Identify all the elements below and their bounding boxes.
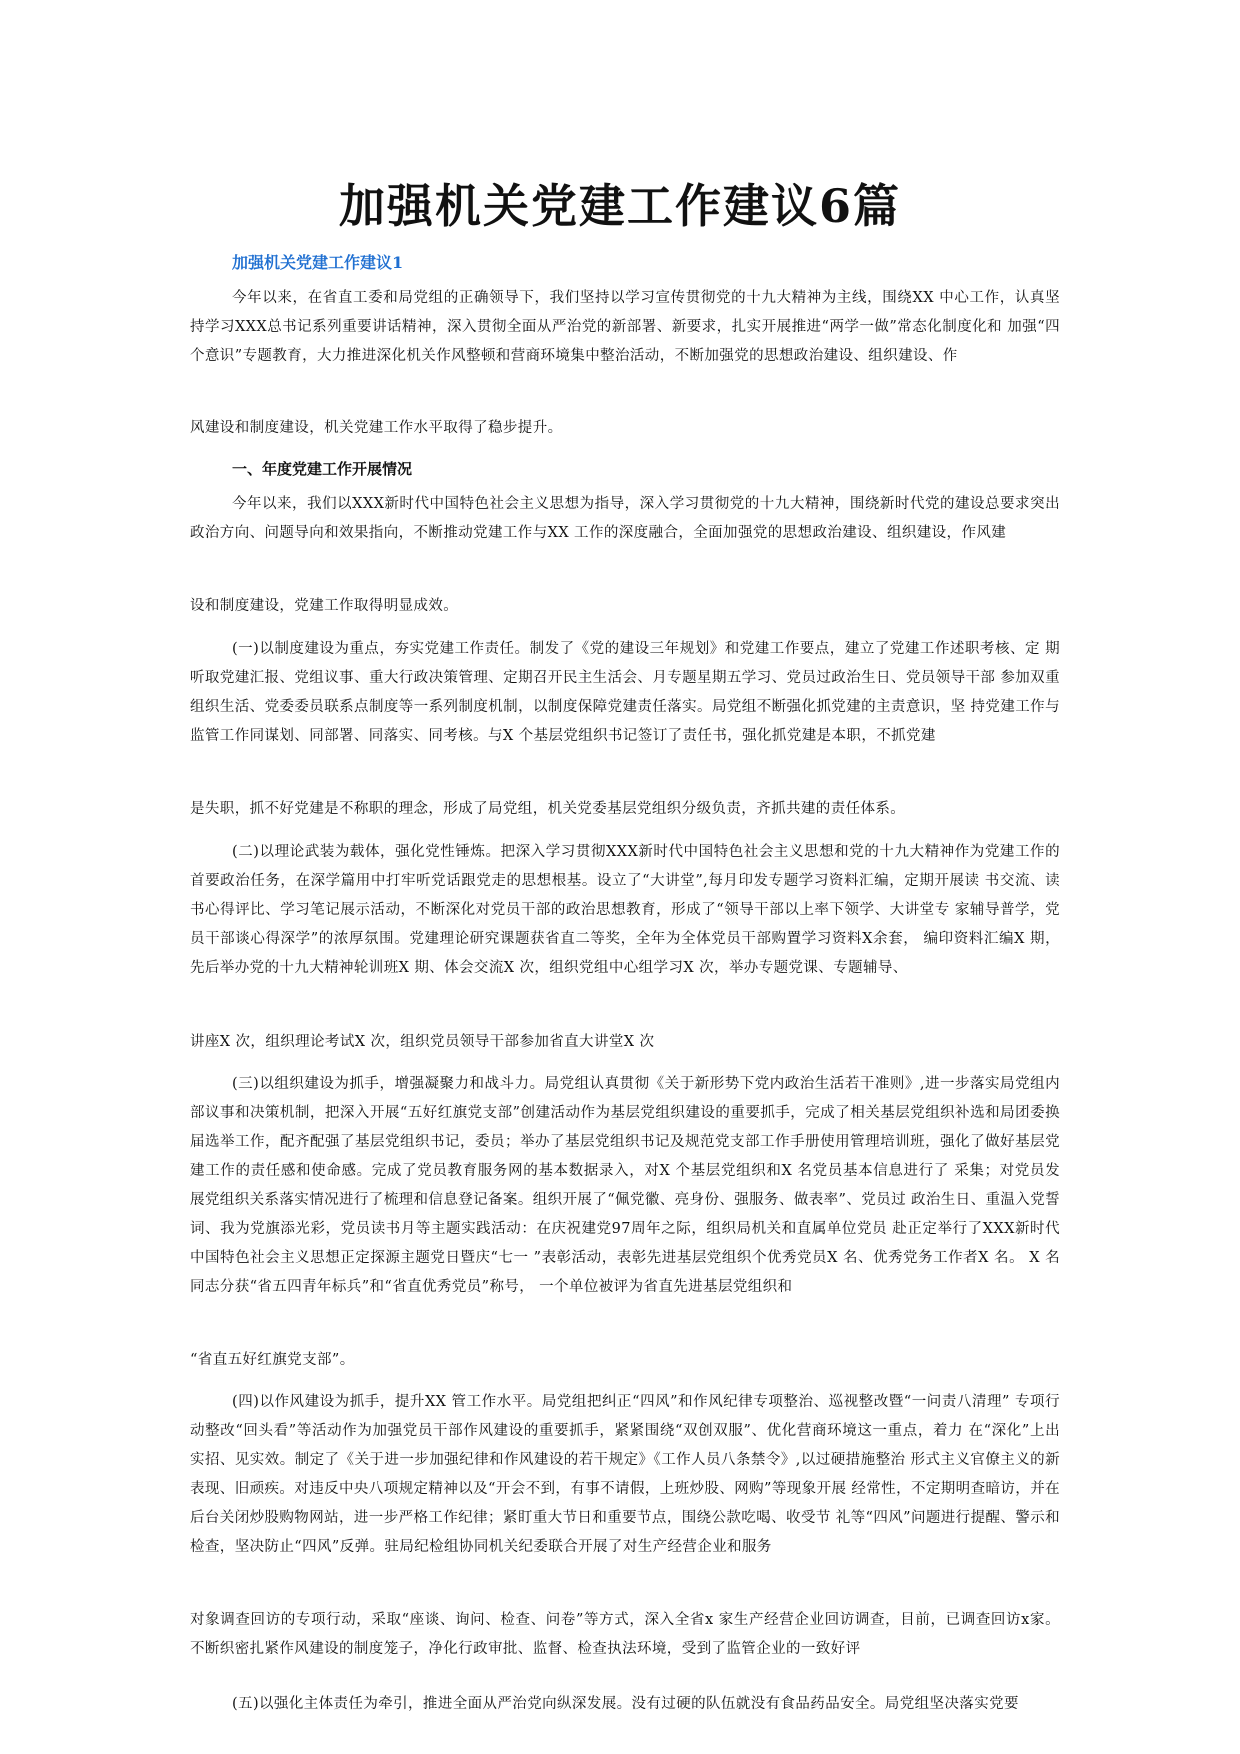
paragraph-intro-continued: 风建设和制度建设，机关党建工作水平取得了稳步提升。 — [190, 420, 563, 436]
paragraph-organization-building-continued: “省直五好红旗党支部”。 — [190, 1352, 355, 1368]
document-title: 加强机关党建工作建议6篇 — [338, 179, 901, 233]
paragraph-institution-building: (一)以制度建设为重点，夯实党建工作责任。制发了《党的建设三年规划》和党建工作要点，建立了党建工作述职考核、定 期听取党建汇报、党组议事、重大行政决策管理、定期召开民主生活会、月专题星期五学习、党员过政治生日、党员领导干部 参加双重组织生活、党委委员联系点制度等一系列制度机制，以制度保障党建责任落实。局党组不断强化抓党建的主责意识，坚 持党建工作与监管工作同谋划、同部署、同落实、同考核。与X 个基层党组织书记签订了责任书，强化抓党建是本职，不抓党建 — [190, 641, 1060, 744]
paragraph-main-responsibility: (五)以强化主体责任为牵引，推进全面从严治党向纵深发展。没有过硬的队伍就没有食品药品安全。局党组坚决落实党要 — [232, 1696, 1019, 1712]
section-title: 加强机关党建工作建议1 — [232, 253, 404, 272]
paragraph-theory-study: (二)以理论武装为载体，强化党性锤炼。把深入学习贯彻XXX新时代中国特色社会主义思想和党的十九大精神作为党建工作的首要政治任务，在深学篇用中打牢听党话跟党走的思想根基。设立了“大讲堂”,每月印发专题学习资料汇编，定期开展读 书交流、读书心得评比、学习笔记展示活动，不断深化对党员干部的政治思想教育，形成了“领导干部以上率下领学、大讲堂专 家辅导普学，党员干部谈心得深学”的浓厚氛围。党建理论研究课题获省直二等奖，全年为全体党员干部购置学习资料X余套， 编印资料汇编X 期，先后举办党的十九大精神轮训班X 期、体会交流X 次，组织党组中心组学习X 次，举办专题党课、专题辅导、 — [190, 844, 1060, 976]
paragraph-theory-study-continued: 讲座X 次，组织理论考试X 次，组织党员领导干部参加省直大讲堂X 次 — [190, 1034, 655, 1050]
paragraph-overview: 今年以来，我们以XXX新时代中国特色社会主义思想为指导，深入学习贯彻党的十九大精神，围绕新时代党的建设总要求突出政治方向、问题导向和效果指向，不断推动党建工作与XX 工作的深度融合，全面加强党的思想政治建设、组织建设，作风建 — [190, 496, 1060, 541]
paragraph-work-style-continued: 对象调查回访的专项行动，采取“座谈、询问、检查、问卷”等方式，深入全省x 家生产经营企业回访调查，目前，已调查回访x家。不断织密扎紧作风建设的制度笼子，净化行政审批、监督、检查执法环境，受到了监管企业的一致好评 — [190, 1612, 1060, 1657]
paragraph-overview-continued: 设和制度建设，党建工作取得明显成效。 — [190, 598, 459, 614]
paragraph-organization-building: (三)以组织建设为抓手，增强凝聚力和战斗力。局党组认真贯彻《关于新形势下党内政治生活若干准则》,进一步落实局党组内部议事和决策机制，把深入开展“五好红旗党支部”创建活动作为基层党组织建设的重要抓手，完成了相关基层党组织补选和局团委换届选举工作，配齐配强了基层党组织书记，委员；举办了基层党组织书记及规范党支部工作手册使用管理培训班，强化了做好基层党建工作的责任感和使命感。完成了党员教育服务网的基本数据录入，对X 个基层党组织和X 名党员基本信息进行了 采集；对党员发展党组织关系落实情况进行了梳理和信息登记备案。组织开展了“佩党徽、亮身份、强服务、做表率”、党员过 政治生日、重温入党誓词、我为党旗添光彩，党员读书月等主题实践活动：在庆祝建党97周年之际，组织局机关和直属单位党员 赴正定举行了XXX新时代中国特色社会主义思想正定探源主题党日暨庆“七一 ”表彰活动，表彰先进基层党组织个优秀党员X 名、优秀党务工作者X 名。 X 名同志分获“省五四青年标兵”和“省直优秀党员”称号， 一个单位被评为省直先进基层党组织和 — [190, 1076, 1060, 1295]
section-heading-1: 一、年度党建工作开展情况 — [232, 460, 413, 478]
paragraph-intro: 今年以来，在省直工委和局党组的正确领导下，我们坚持以学习宣传贯彻党的十九大精神为主线，围绕XX 中心工作，认真坚 持学习XXX总书记系列重要讲话精神，深入贯彻全面从严治党的新部署、新要求，扎实开展推进“两学一做”常态化制度化和 加强“四个意识”专题教育，大力推进深化机关作风整顿和营商环境集中整治活动，不断加强党的思想政治建设、组织建设、作 — [190, 290, 1060, 364]
paragraph-institution-building-continued: 是失职，抓不好党建是不称职的理念，形成了局党组，机关党委基层党组织分级负责，齐抓共建的责任体系。 — [190, 801, 906, 817]
paragraph-work-style: (四)以作风建设为抓手，提升XX 管工作水平。局党组把纠正“四风”和作风纪律专项整治、巡视整改暨“一问责八清理” 专项行动整改“回头看”等活动作为加强党员干部作风建设的重要抓手，紧紧围绕“双创双服”、优化营商环境这一重点，着力 在“深化”上出实招、见实效。制定了《关于进一步加强纪律和作风建设的若干规定》《工作人员八条禁令》,以过硬措施整治 形式主义官僚主义的新表现、旧顽疾。对违反中央八项规定精神以及“开会不到，有事不请假，上班炒股、网购”等现象开展 经常性，不定期明查暗访，并在后台关闭炒股购物网站，进一步严格工作纪律；紧盯重大节日和重要节点，围绕公款吃喝、收受节 礼等“四风”问题进行提醒、警示和检查，坚决防止“四风”反弹。驻局纪检组协同机关纪委联合开展了对生产经营企业和服务 — [190, 1394, 1060, 1555]
